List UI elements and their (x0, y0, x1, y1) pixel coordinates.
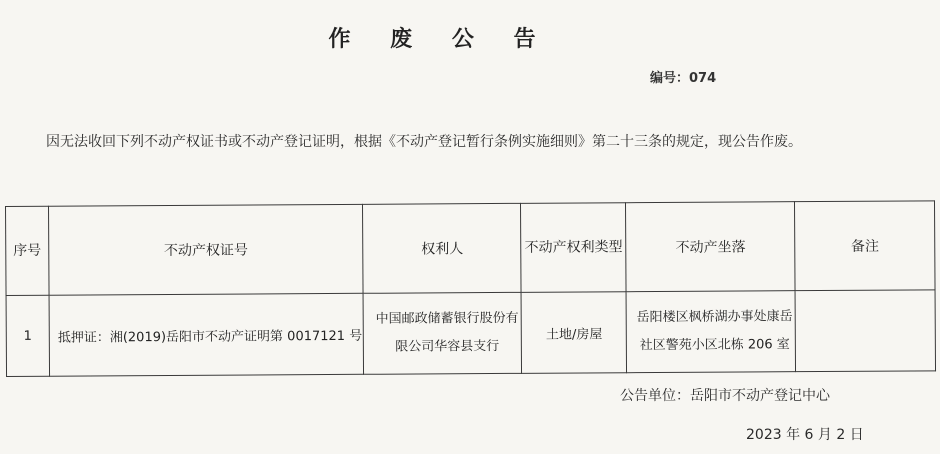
header-location: 不动产坐落 (626, 202, 796, 292)
cell-right-type: 土地/房屋 (521, 292, 626, 374)
cell-seq: 1 (6, 295, 49, 376)
cell-cert-no: 抵押证：湘(2019)岳阳市不动产证明第 0017121 号 (49, 293, 364, 376)
notice-intro: 因无法收回下列不动产权证书或不动产登记证明，根据《不动产登记暂行条例实施细则》第二十三条的规定，现公告作废。 (46, 134, 802, 150)
table-header-row (6, 201, 936, 296)
cell-remarks (795, 290, 935, 372)
cell-holder: 中国邮政储蓄银行股份有限公司华容县支行 (363, 292, 521, 374)
notice-title: 作 废 公 告 (328, 27, 552, 52)
publisher-line: 公告单位：岳阳市不动产登记中心 (620, 388, 830, 404)
cell-location: 岳阳楼区枫桥湖办事处康岳社区警苑小区北栋 206 室 (626, 291, 795, 373)
table-row (6, 290, 935, 377)
header-holder: 权利人 (363, 203, 522, 293)
header-cert-no: 不动产权证号 (49, 204, 364, 295)
void-certificate-table (5, 200, 936, 377)
notice-date: 2023 年 6 月 2 日 (746, 427, 864, 443)
header-right-type: 不动产权利类型 (521, 203, 627, 293)
serial-number: 编号：074 (650, 71, 717, 86)
header-remarks: 备注 (795, 201, 935, 291)
header-seq: 序号 (6, 206, 50, 295)
